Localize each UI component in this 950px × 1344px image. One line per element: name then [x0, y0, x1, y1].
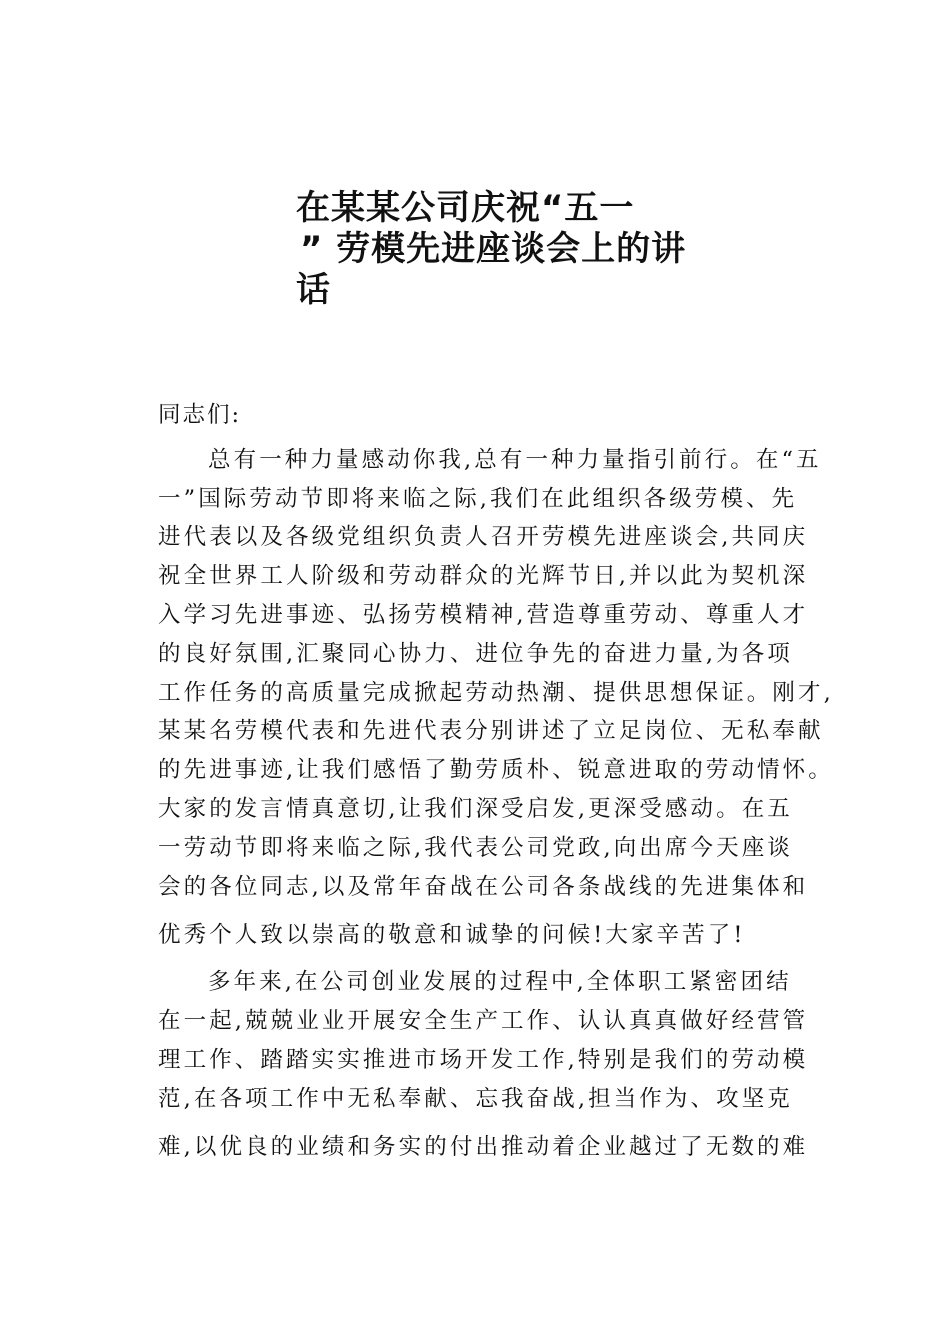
text-line: 总有一种力量感动你我,总有一种力量指引前行。在“五: [208, 446, 822, 473]
paragraph-2: [158, 963, 838, 1167]
text-line: 某某名劳模代表和先进代表分别讲述了立足岗位、无私奉献: [158, 718, 824, 745]
text-line: 一”国际劳动节即将来临之际,我们在此组织各级劳模、先: [158, 485, 798, 512]
text-line: 在一起,兢兢业业开展安全生产工作、认认真真做好经营管: [158, 1007, 809, 1034]
text-line: 理工作、踏踏实实推进市场开发工作,特别是我们的劳动模: [158, 1046, 809, 1073]
document-body: [158, 396, 838, 1167]
text-line: 大家的发言情真意切,让我们深受启发,更深受感动。在五: [158, 795, 793, 822]
document-title: [296, 188, 716, 311]
text-line: 一劳动节即将来临之际,我代表公司党政,向出席今天座谈: [158, 834, 793, 861]
title-line: 话: [296, 270, 331, 310]
title-line: ” 劳模先进座谈会上的讲: [300, 229, 687, 269]
text-line: 多年来,在公司创业发展的过程中,全体职工紧密团结: [208, 969, 792, 996]
title-line: 在某某公司庆祝“五一: [296, 188, 635, 228]
text-line: 会的各位同志,以及常年奋战在公司各条战线的先进集体和: [158, 873, 809, 900]
text-line: 的良好氛围,汇聚同心协力、进位争先的奋进力量,为各项: [158, 640, 793, 667]
text-line: 工作任务的高质量完成掀起劳动热潮、提供思想保证。刚才,: [158, 679, 834, 706]
salutation: 同志们:: [158, 402, 242, 428]
text-line: 入学习先进事迹、弘扬劳模精神,营造尊重劳动、尊重人才: [158, 601, 809, 628]
paragraph-1: [158, 441, 838, 955]
text-line: 范,在各项工作中无私奉献、忘我奋战,担当作为、攻坚克: [158, 1085, 793, 1112]
text-line: 难,以优良的业绩和务实的付出推动着企业越过了无数的难: [158, 1134, 809, 1161]
text-line: 祝全世界工人阶级和劳动群众的光辉节日,并以此为契机深: [158, 563, 809, 590]
text-line: 优秀个人致以崇高的敬意和诚挚的问候!大家辛苦了!: [158, 922, 746, 949]
text-line: 的先进事迹,让我们感悟了勤劳质朴、锐意进取的劳动情怀。: [158, 757, 834, 784]
text-line: 进代表以及各级党组织负责人召开劳模先进座谈会,共同庆: [158, 524, 809, 551]
